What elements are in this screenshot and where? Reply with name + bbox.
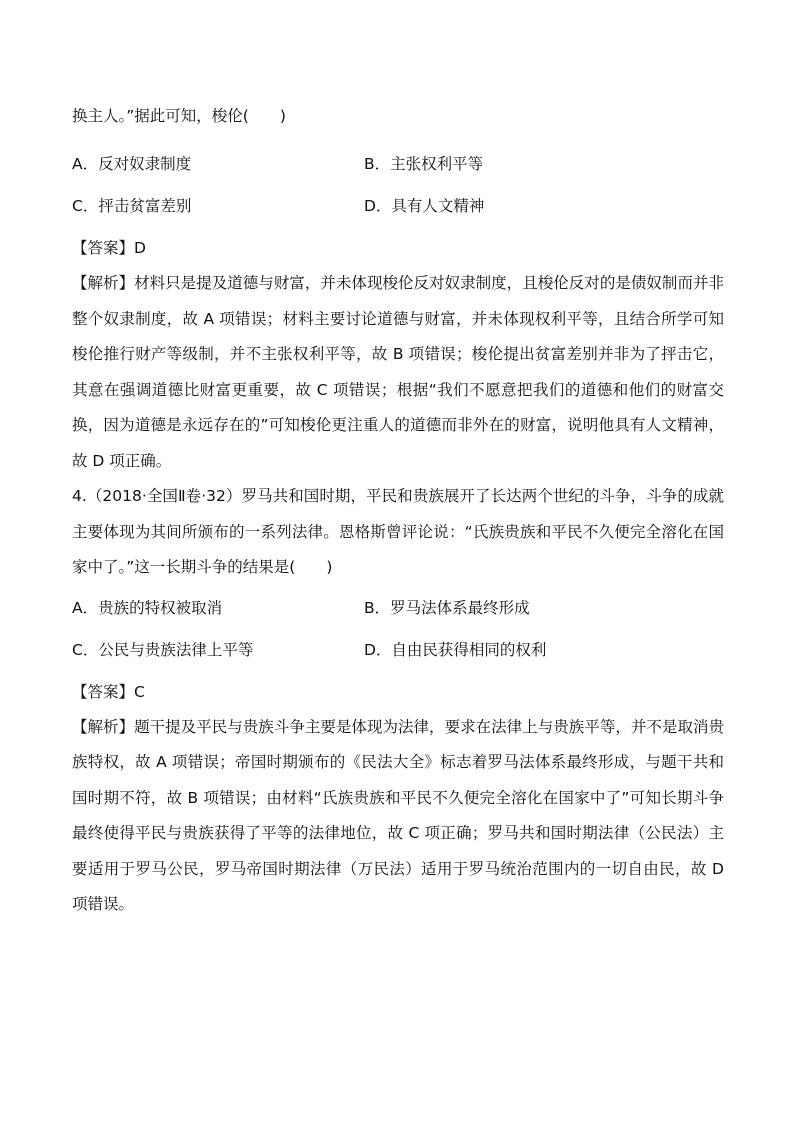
q4-option-b: B．罗马法体系最终形成: [364, 598, 530, 617]
q3-answer: 【答案】D: [72, 239, 146, 257]
q3-stem-tail: 换主人。”据此可知，梭伦( ): [72, 107, 286, 125]
q4-analysis: 【解析】题干提及平民与贵族斗争主要是体现为法律，要求在法律上与贵族平等，并不是取消贵族特权，故 A 项错误；帝国时期颁布的《民法大全》标志着罗马法体系最终形成，与题干共和国时期不符，故 B 项错误；由材料“氏族贵族和平民不久便完全溶化在国家中了”可知长期斗争最终使得平民与贵族获得了平等的法律地位，故 C 项正确；罗马共和国时期法律（公民法）主要适用于罗马公民，罗马帝国时期法律（万民法）适用于罗马统治范围内的一切自由民，故 D 项错误。: [72, 717, 724, 913]
q4-options-row-2: [72, 628, 724, 670]
q4-answer: 【答案】C: [72, 682, 145, 701]
q3-option-b: B．主张权利平等: [364, 155, 484, 173]
document-page: [72, 102, 724, 923]
q3-options-row-2: [72, 184, 724, 226]
q3-analysis: 【解析】材料只是提及道德与财富，并未体现梭伦反对奴隶制度，且梭伦反对的是债奴制而并非整个奴隶制度，故 A 项错误；材料主要讨论道德与财富，并未体现权利平等，且结合所学可知梭伦推行财产等级制，并不主张权利平等，故 B 项错误；梭伦提出贫富差别并非为了抨击它，其意在强调道德比财富更重要，故 C 项错误；根据“我们不愿意把我们的道德和他们的财富交换，因为道德是永远存在的”可知梭伦更注重人的道德而非外在的财富，说明他具有人文精神，故 D 项正确。: [72, 274, 724, 470]
q3-options-row-1: [72, 142, 724, 184]
q3-option-c: C．抨击贫富差别: [72, 197, 192, 215]
q3-option-d: D．具有人文精神: [364, 197, 485, 215]
q4-option-a: A．贵族的特权被取消: [72, 598, 223, 617]
q3-option-a: A．反对奴隶制度: [72, 155, 192, 173]
q4-option-d: D．自由民获得相同的权利: [364, 640, 547, 659]
q4-options-row-1: [72, 586, 724, 628]
q4-option-c: C．公民与贵族法律上平等: [72, 640, 254, 659]
q4-stem: 4.（2018·全国Ⅱ卷·32）罗马共和国时期，平民和贵族展开了长达两个世纪的斗争，斗争的成就主要体现为其间所颁布的一系列法律。恩格斯曾评论说：“氏族贵族和平民不久便完全溶化在国家中了。”这一长期斗争的结果是( ): [72, 487, 724, 576]
